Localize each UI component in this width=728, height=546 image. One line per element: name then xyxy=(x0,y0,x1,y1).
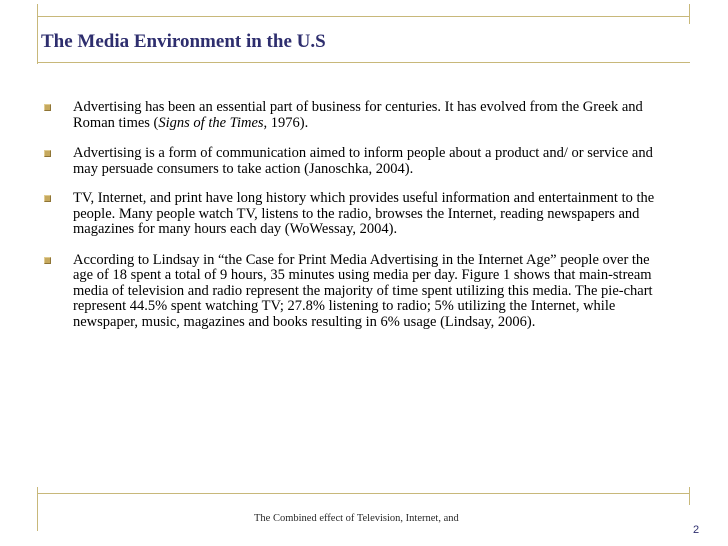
right-accent-line xyxy=(689,4,690,24)
square-bullet-icon xyxy=(44,195,51,202)
page-number: 2 xyxy=(693,524,700,536)
slide-title: The Media Environment in the U.S xyxy=(41,31,326,52)
square-bullet-icon xyxy=(44,104,51,111)
bullet-item-1 xyxy=(40,100,670,131)
bullet-text-1-title: Signs of the Times xyxy=(158,114,264,131)
left-accent-line xyxy=(37,4,38,64)
footer-right-accent-line xyxy=(689,487,690,505)
bullet-item-3 xyxy=(40,191,670,238)
bullet-list xyxy=(40,100,670,345)
bullet-text-4: According to Lindsay in “the Case for Print Media Advertising in the Internet Age” people over the age of 18 spent a total of 9 hours, 35 minutes using media per day. Figure 1 shows that main-stream media of television and radio represent the majority of time spent utilizing this media. The pie-chart represent 44.5% spent watching TV; 27.8% listening to radio; 5% utilizing the Internet, while newspaper, music, magazines and books resulting in 6% usage (Lindsay, 2006). xyxy=(73,251,653,330)
bullet-item-4 xyxy=(40,253,670,331)
title-underline xyxy=(37,62,690,63)
footer-left-accent-line xyxy=(37,487,38,531)
square-bullet-icon xyxy=(44,257,51,264)
footer-border-line xyxy=(37,493,690,494)
slide-footer: The Combined effect of Television, Internet, and xyxy=(254,513,459,524)
bullet-text-3: TV, Internet, and print have long history which provides useful information and entertainment to the people. Many people watch TV, listens to the radio, browses the Internet, reading newspapers and magazines for many hours each day (WoWessay, 2004). xyxy=(73,190,655,237)
top-border-line xyxy=(37,16,690,17)
bullet-item-2 xyxy=(40,146,670,177)
bullet-text-2: Advertising is a form of communication aimed to inform people about a product and/ or service and may persuade consumers to take action (Janoschka, 2004). xyxy=(73,145,653,177)
bullet-text-1-start: Advertising has been an essential part of business for centuries. It has evolved from the Greek and Roman times ( xyxy=(73,99,643,131)
bullet-text-1-end: , 1976). xyxy=(263,114,309,131)
square-bullet-icon xyxy=(44,150,51,157)
